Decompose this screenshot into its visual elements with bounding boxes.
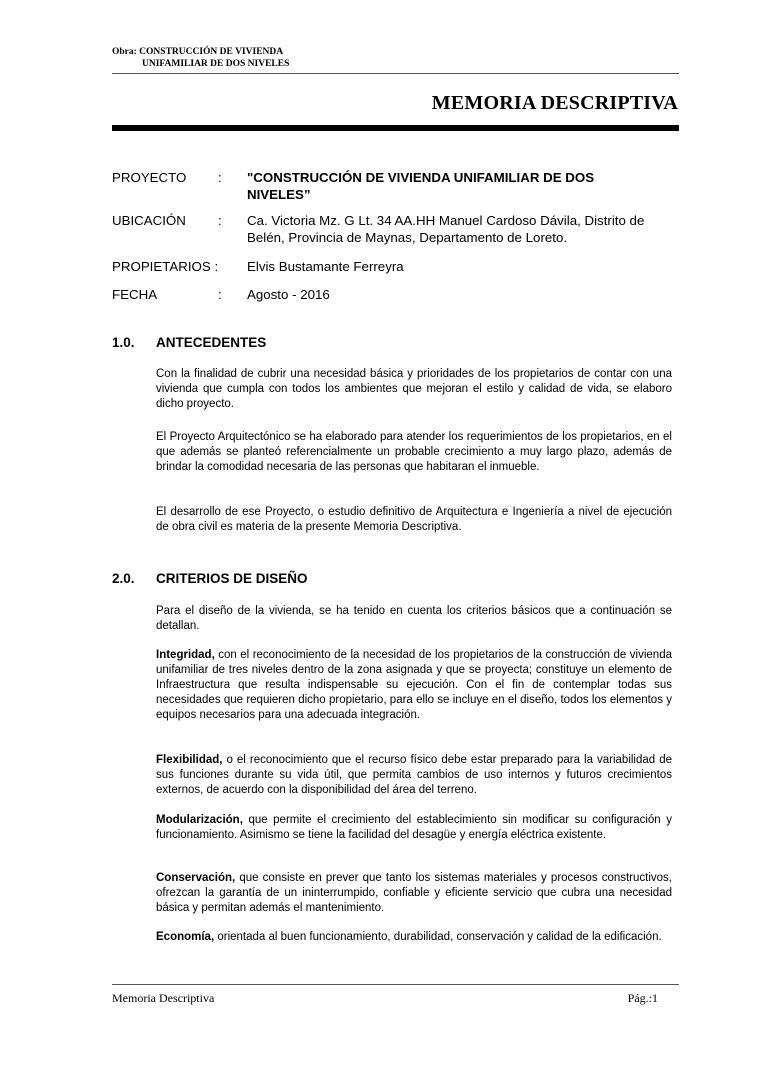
- section-number: 1.0.: [112, 335, 135, 350]
- criterion-text: orientada al buen funcionamiento, durabilidad, conservación y calidad de la edificación.: [214, 931, 662, 943]
- info-row-propietarios: [112, 258, 679, 275]
- info-label: FECHA: [112, 287, 158, 302]
- info-label: PROYECTO: [112, 170, 187, 185]
- criterion-term: Flexibilidad,: [156, 754, 223, 766]
- section-title: ANTECEDENTES: [156, 335, 267, 350]
- footer-document-name: Memoria Descriptiva: [112, 991, 215, 1005]
- title-divider: [112, 125, 679, 131]
- paragraph: El desarrollo de ese Proyecto, o estudio definitivo de Arquitectura e Ingeniería a nivel de ejecución de obra civil es materia de la presente Memoria Descriptiva.: [156, 506, 672, 533]
- info-value: "CONSTRUCCIÓN DE VIVIENDA UNIFAMILIAR DE DOS NIVELES”: [247, 170, 595, 202]
- info-value: Ca. Victoria Mz. G Lt. 34 AA.HH Manuel Cardoso Dávila, Distrito de Belén, Provincia de Maynas, Departamento de Loreto.: [247, 213, 645, 245]
- info-label: PROPIETARIOS :: [112, 259, 219, 274]
- criterion-integridad: [156, 648, 672, 723]
- criterion-text: o el reconocimiento que el recurso físico debe estar preparado para la variabilidad de sus funciones durante su vida útil, que permita cambios de uso internos y futuros crecimientos externos, de acuerdo con la disponibilidad del área del terreno.: [156, 754, 672, 796]
- info-colon: :: [218, 213, 222, 228]
- info-value: Agosto - 2016: [247, 287, 330, 302]
- criterion-economia: [156, 930, 672, 945]
- criterion-text: que permite el crecimiento del establecimiento sin modificar su configuración y funcionamiento. Asimismo se tiene la facilidad del desagüe y energía eléctrica existente.: [156, 814, 672, 841]
- criterion-text: que consiste en prever que tanto los sistemas materiales y procesos constructivos, ofrezcan la garantía de un ininterrumpido, confiable y eficiente servicio que cubra una necesidad básica y permitan además el mantenimiento.: [156, 872, 672, 914]
- paragraph: Con la finalidad de cubrir una necesidad básica y prioridades de los propietarios de contar con una vivienda que cumpla con todos los ambientes que mejoran el estilo y calidad de vida, se elaboro dicho proyecto.: [156, 368, 672, 410]
- info-label: UBICACIÓN: [112, 213, 186, 228]
- page-header: [112, 46, 289, 70]
- paragraph: Para el diseño de la vivienda, se ha tenido en cuenta los criterios básicos que a continuación se detallan.: [156, 605, 672, 632]
- info-row-ubicacion: [112, 212, 679, 246]
- criterion-flexibilidad: [156, 753, 672, 798]
- criterion-modularizacion: [156, 813, 672, 843]
- section-number: 2.0.: [112, 571, 135, 586]
- section-title: CRITERIOS DE DISEÑO: [156, 571, 308, 586]
- document-title: MEMORIA DESCRIPTIVA: [431, 92, 678, 114]
- criterion-text: con el reconocimiento de la necesidad de los propietarios de la construcción de vivienda unifamiliar de tres niveles dentro de la zona asignada y que se proyecta; constituye un elemento de Infraestructura que resulta indispensable su ejecución. Con el fin de contemplar todas sus necesidades que requieren dicho propietario, para ello se incluye en el diseño, todos los elementos y equipos necesarios para una adecuada integración.: [156, 649, 672, 721]
- footer-page-number: Pág.:1: [627, 991, 658, 1005]
- header-line-1: Obra: CONSTRUCCIÓN DE VIVIENDA: [112, 47, 284, 57]
- criterion-term: Economía,: [156, 931, 215, 943]
- paragraph: El Proyecto Arquitectónico se ha elaborado para atender los requerimientos de los propietarios, en el que además se planteó referencialmente un probable crecimiento a muy largo plazo, además de brindar la comodidad necesaria de las personas que habitaran el inmueble.: [156, 431, 672, 473]
- info-row-proyecto: [112, 169, 679, 203]
- criterion-term: Modularización,: [156, 814, 243, 826]
- info-colon: :: [218, 170, 222, 185]
- header-divider: [112, 73, 679, 74]
- criterion-term: Conservación,: [156, 872, 236, 884]
- header-line-2: UNIFAMILIAR DE DOS NIVELES: [142, 59, 290, 69]
- criterion-term: Integridad,: [156, 649, 215, 661]
- footer-divider: [112, 984, 679, 985]
- info-value: Elvis Bustamante Ferreyra: [247, 259, 404, 274]
- criterion-conservacion: [156, 871, 672, 916]
- info-colon: :: [218, 287, 222, 302]
- info-row-fecha: [112, 286, 679, 303]
